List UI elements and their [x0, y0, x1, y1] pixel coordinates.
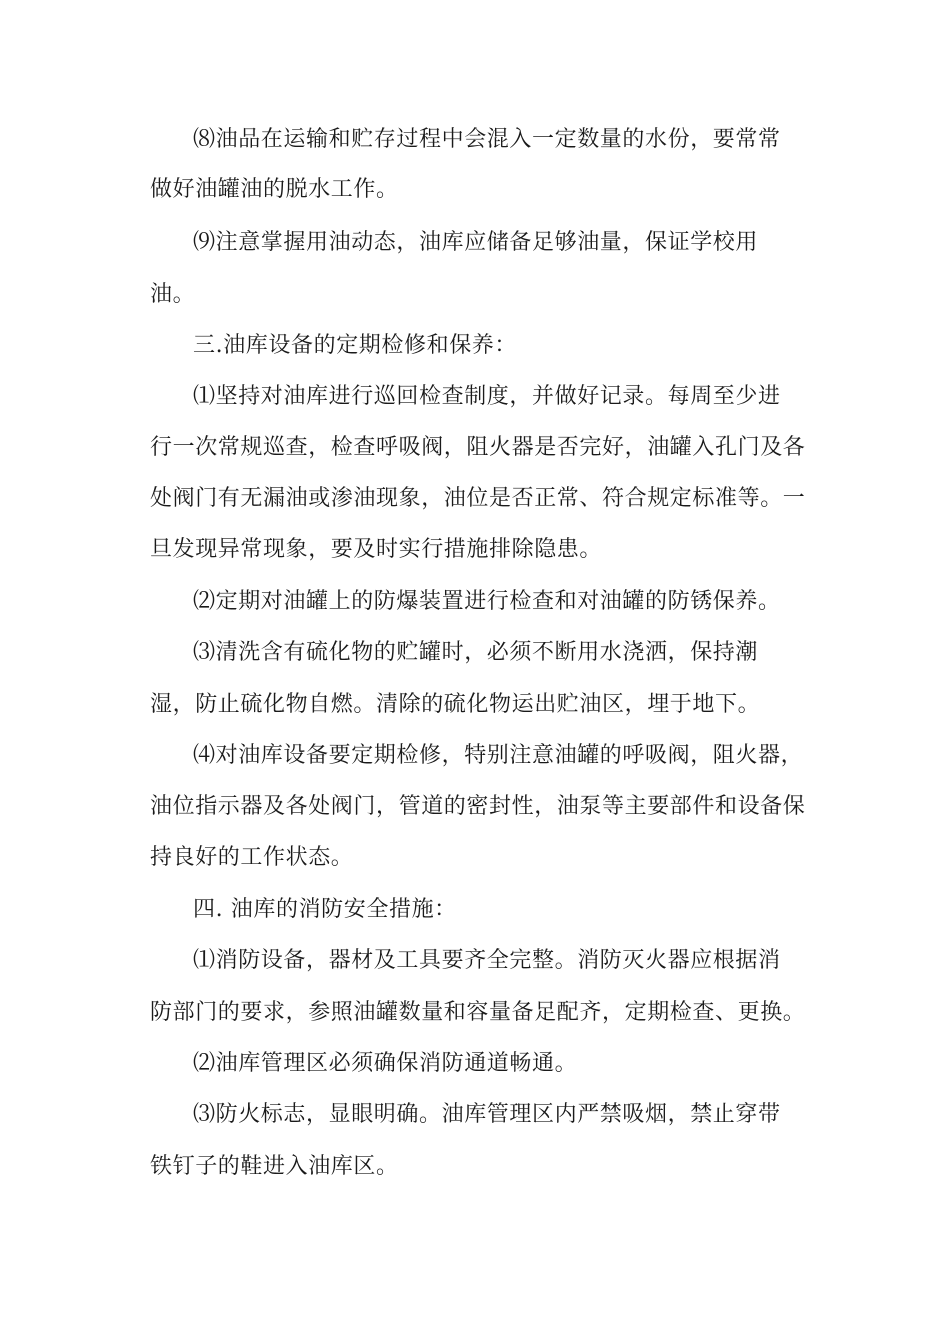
- section-4-item-1-line-2: 防部门的要求，参照油罐数量和容量备足配齐，定期检查、更换。: [150, 1000, 806, 1025]
- section-3-item-1-line-4: 旦发现异常现象，要及时实行措施排除隐患。: [150, 537, 603, 562]
- section-3-item-1-line-2: 行一次常规巡查，检查呼吸阀，阻火器是否完好，油罐入孔门及各: [150, 435, 806, 460]
- section-4-item-3-line-2: 铁钉子的鞋进入油库区。: [150, 1154, 399, 1179]
- section-4-item-2-line-1: ⑵油库管理区必须确保消防通道畅通。: [193, 1051, 578, 1076]
- paragraph-8-line-2: 做好油罐油的脱水工作。: [150, 177, 399, 202]
- section-3-heading: 三.油库设备的定期检修和保养：: [193, 333, 517, 358]
- section-4-item-1-line-1: ⑴消防设备，器材及工具要齐全完整。消防灭火器应根据消: [193, 948, 781, 973]
- section-3-item-1-line-1: ⑴坚持对油库进行巡回检查制度，并做好记录。每周至少进: [193, 384, 781, 409]
- paragraph-9-line-2: 油。: [150, 282, 196, 307]
- section-4-heading: 四. 油库的消防安全措施：: [193, 897, 457, 922]
- section-3-item-4-line-2: 油位指示器及各处阀门，管道的密封性，油泵等主要部件和设备保: [150, 794, 806, 819]
- section-3-item-2-line-1: ⑵定期对油罐上的防爆装置进行检查和对油罐的防锈保养。: [193, 589, 781, 614]
- section-3-item-3-line-2: 湿，防止硫化物自燃。清除的硫化物运出贮油区，埋于地下。: [150, 692, 761, 717]
- section-3-item-1-line-3: 处阀门有无漏油或渗油现象，油位是否正常、符合规定标准等。一: [150, 486, 806, 511]
- section-3-item-4-line-3: 持良好的工作状态。: [150, 845, 354, 870]
- paragraph-8-line-1: ⑻油品在运输和贮存过程中会混入一定数量的水份，要常常: [193, 127, 781, 152]
- section-4-item-3-line-1: ⑶防火标志，显眼明确。油库管理区内严禁吸烟，禁止穿带: [193, 1102, 781, 1127]
- section-3-item-4-line-1: ⑷对油库设备要定期检修，特别注意油罐的呼吸阀，阻火器，: [193, 743, 804, 768]
- paragraph-9-line-1: ⑼注意掌握用油动态，油库应储备足够油量，保证学校用: [193, 230, 759, 255]
- section-3-item-3-line-1: ⑶清洗含有硫化物的贮罐时，必须不断用水浇洒，保持潮: [193, 640, 759, 665]
